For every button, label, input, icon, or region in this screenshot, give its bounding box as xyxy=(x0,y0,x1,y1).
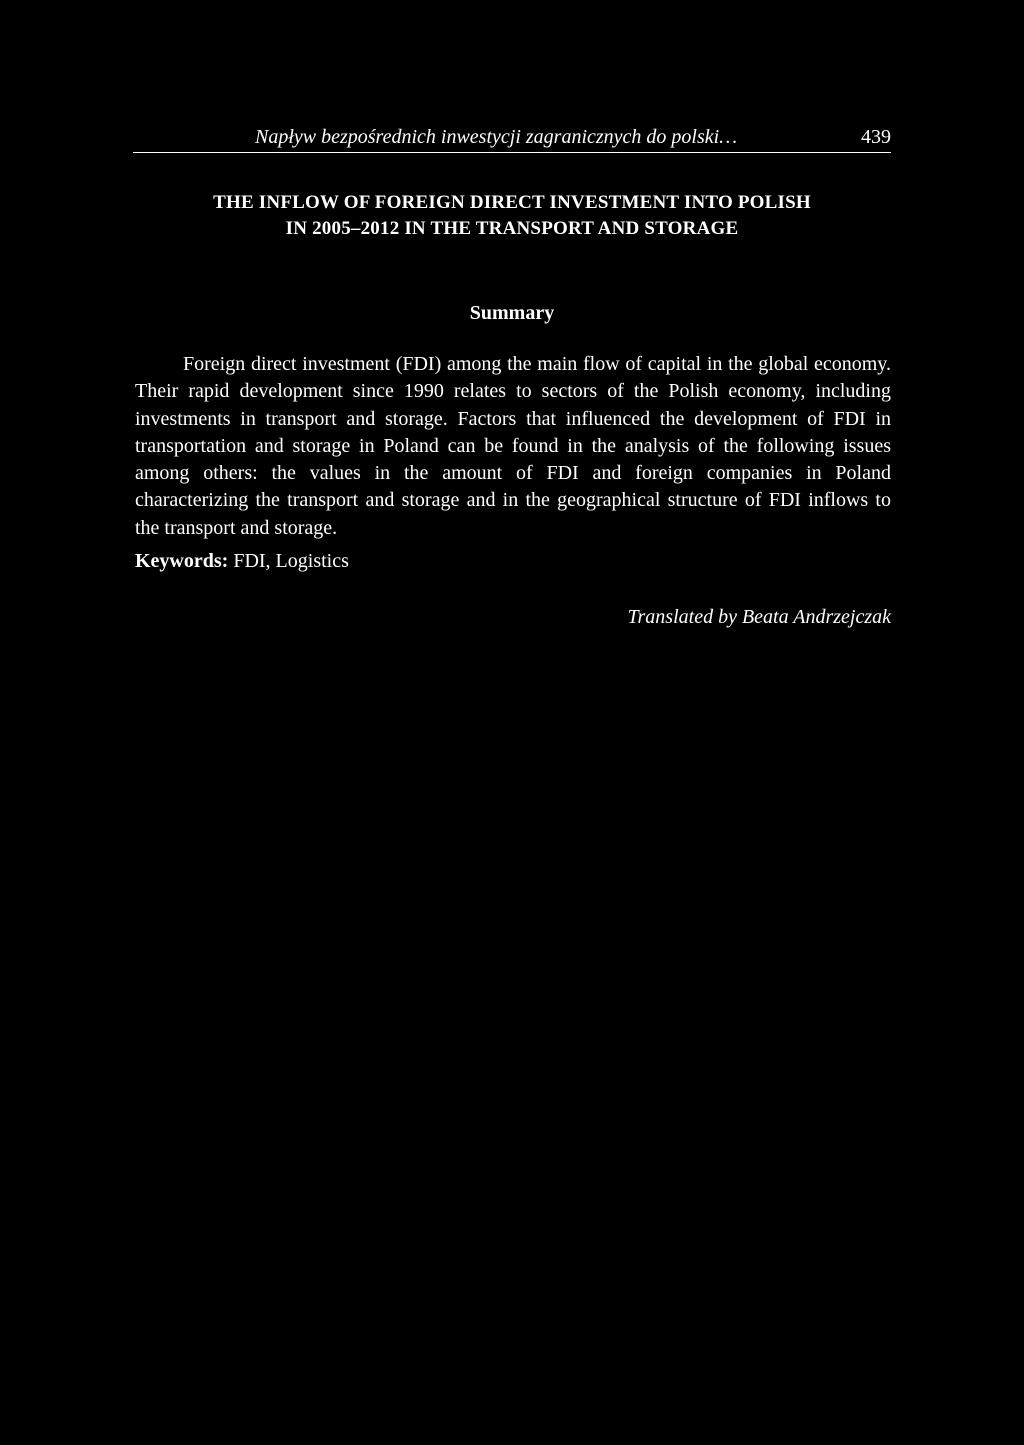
running-title: Napływ bezpośrednich inwestycji zagranicznych do polski… xyxy=(255,126,737,148)
keywords xyxy=(135,548,891,575)
article-title-line-1: THE INFLOW OF FOREIGN DIRECT INVESTMENT INTO POLISH xyxy=(213,192,811,213)
summary-body: Foreign direct investment (FDI) among the main flow of capital in the global economy. Their rapid development since 1990 relates to sectors of the Polish economy, including investments in transport and storage. Factors that influenced the development of FDI in transportation and storage in Poland can be found in the analysis of the following issues among others: the values in the amount of FDI and foreign companies in Poland characterizing the transport and storage and in the geographical structure of FDI inflows to the transport and storage. xyxy=(135,353,891,539)
keywords-value: FDI, Logistics xyxy=(233,550,349,572)
article-title-line-2: IN 2005–2012 IN THE TRANSPORT AND STORAGE xyxy=(285,218,739,239)
running-header xyxy=(133,124,891,153)
article-title xyxy=(133,190,891,242)
page-number: 439 xyxy=(861,126,891,148)
translator-credit: Translated by Beata Andrzejczak xyxy=(627,606,891,628)
keywords-label: Keywords: xyxy=(135,550,229,572)
summary-heading: Summary xyxy=(469,302,555,324)
